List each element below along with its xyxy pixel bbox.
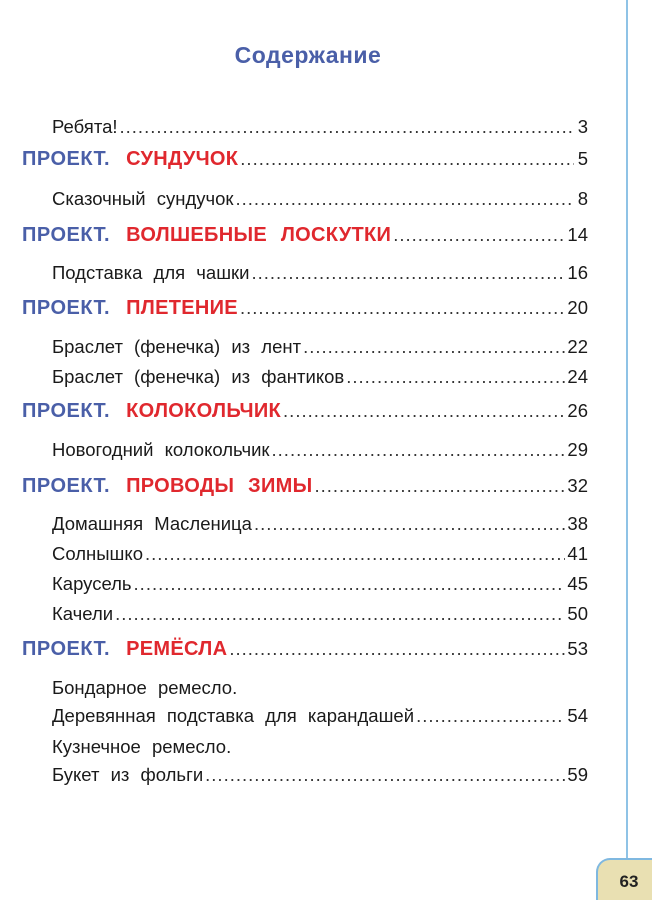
toc-entry [52,188,588,210]
toc-entry-title: Подставка для чашки [52,262,250,283]
toc-project-entry [22,400,588,423]
toc-entry-title: Домашняя Масленица [52,513,252,534]
leader-dots [205,764,565,786]
project-title: РЕМЁСЛА [126,638,228,660]
toc-entry [52,336,588,358]
project-title: СУНДУЧОК [126,148,239,170]
leader-dots [254,513,565,535]
project-prefix: ПРОЕКТ. [22,475,111,497]
leader-dots [145,543,565,565]
toc-page-number: 53 [567,638,588,659]
leader-dots [283,400,565,422]
project-prefix: ПРОЕКТ. [22,224,111,246]
toc-project-entry [22,475,588,498]
page-number-badge [596,858,652,900]
toc-entry-title: Браслет (фенечка) из лент [52,336,302,357]
toc-entry-title: Деревянная подставка для карандашей [52,705,415,726]
toc-entry [52,603,588,625]
toc-page-number: 8 [577,188,588,209]
project-prefix: ПРОЕКТ. [22,638,111,660]
toc-entry-title: Браслет (фенечка) из фантиков [52,366,345,387]
toc-project-entry [22,224,588,247]
leader-dots [303,336,565,358]
toc-entry [52,513,588,535]
toc-page-number: 45 [567,573,588,594]
leader-dots [240,297,565,319]
toc-page-number: 14 [567,224,588,245]
leader-dots [251,262,565,284]
toc-page-number: 3 [577,116,588,137]
project-title: ПЛЕТЕНИЕ [126,297,238,319]
toc-page-number: 54 [567,705,588,726]
leader-dots [236,188,574,210]
leader-dots [393,224,565,246]
toc-entry-title: Карусель [52,573,132,594]
toc-page-number: 41 [567,543,588,564]
toc-entry [52,543,588,565]
toc-subhead: Кузнечное ремесло. [52,736,232,757]
toc-entry [52,573,588,595]
leader-dots [115,603,565,625]
project-title: ПРОВОДЫ ЗИМЫ [126,475,313,497]
toc-subhead: Бондарное ремесло. [52,677,238,698]
toc-project-entry [22,638,588,661]
leader-dots [134,573,566,595]
toc-entry [52,366,588,388]
page-number: 63 [619,872,639,891]
toc-entry-title: Новогодний колокольчик [52,439,270,460]
project-prefix: ПРОЕКТ. [22,400,111,422]
toc-page-number: 29 [567,439,588,460]
toc-page-number: 20 [567,297,588,318]
leader-dots [416,705,565,727]
toc-page-number: 59 [567,764,588,785]
toc-entry-title: Ребята! [52,116,118,137]
toc-entry [52,439,588,461]
leader-dots [314,475,565,497]
project-prefix: ПРОЕКТ. [22,148,111,170]
leader-dots [240,148,574,170]
project-prefix: ПРОЕКТ. [22,297,111,319]
toc-page-number: 5 [577,148,588,169]
toc-project-entry [22,297,588,320]
page-title: Содержание [234,42,382,68]
project-title: КОЛОКОЛЬЧИК [126,400,282,422]
toc-entry [52,764,588,786]
toc-page-number: 38 [567,513,588,534]
toc-page-number: 32 [567,475,588,496]
toc-page-number: 22 [567,336,588,357]
toc-entry-title: Букет из фольги [52,764,204,785]
toc-page-number: 50 [567,603,588,624]
toc-page-number: 24 [567,366,588,387]
toc-entry-title: Солнышко [52,543,143,564]
toc-entry-title: Качели [52,603,114,624]
leader-dots [120,116,574,138]
project-title: ВОЛШЕБНЫЕ ЛОСКУТКИ [126,224,392,246]
leader-dots [346,366,565,388]
toc-entry [52,262,588,284]
leader-dots [272,439,566,461]
toc-project-entry [22,148,588,171]
page-edge-rule [626,0,628,860]
toc-entry [52,705,588,727]
toc-entry [52,116,588,138]
toc-entry-title: Сказочный сундучок [52,188,234,209]
toc-page-number: 26 [567,400,588,421]
leader-dots [229,638,565,660]
toc-page-number: 16 [567,262,588,283]
